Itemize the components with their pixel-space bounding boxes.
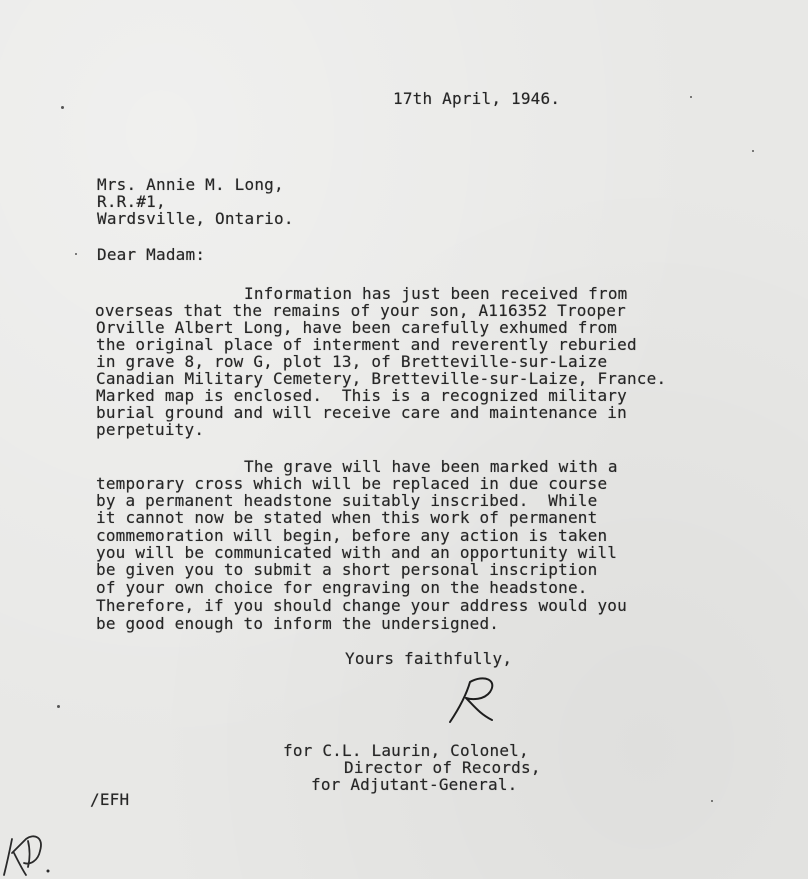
body-line: by a permanent headstone suitably inscribed. While	[96, 491, 598, 510]
closing: Yours faithfully,	[345, 649, 513, 668]
body-line: temporary cross which will be replaced in due course	[96, 474, 608, 493]
reference-initials: /EFH	[90, 790, 130, 809]
paper-speck	[711, 800, 713, 802]
recipient-address-line: Wardsville, Ontario.	[97, 209, 294, 228]
body-line: it cannot now be stated when this work of permanent	[96, 508, 598, 527]
paper-speck	[61, 106, 64, 109]
body-line: Canadian Military Cemetery, Bretteville-sur-Laize, France.	[96, 369, 667, 388]
body-line: overseas that the remains of your son, A116352 Trooper	[95, 301, 626, 320]
paper-speck	[57, 705, 60, 708]
recipient-address-line: R.R.#1,	[97, 192, 166, 211]
body-line: burial ground and will receive care and maintenance in	[96, 403, 627, 422]
signature-initial-icon	[440, 670, 510, 730]
body-line: you will be communicated with and an opportunity will	[96, 543, 618, 562]
body-line: in grave 8, row G, plot 13, of Bretteville-sur-Laize	[96, 352, 608, 371]
body-line: the original place of interment and reverently reburied	[96, 335, 637, 354]
letter-date: 17th April, 1946.	[393, 89, 561, 108]
body-line: be good enough to inform the undersigned.	[96, 614, 500, 633]
body-line: Therefore, if you should change your address would you	[96, 596, 627, 615]
signature-line: for Adjutant-General.	[311, 775, 518, 794]
body-line: Marked map is enclosed. This is a recognized military	[96, 386, 627, 405]
paper-speck	[690, 96, 692, 98]
body-line: The grave will have been marked with a	[244, 457, 618, 476]
paper-speck	[752, 150, 754, 152]
signature-line: Director of Records,	[344, 758, 541, 777]
recipient-name: Mrs. Annie M. Long,	[97, 175, 284, 194]
signature-line: for C.L. Laurin, Colonel,	[283, 741, 529, 760]
body-line: of your own choice for engraving on the headstone.	[96, 578, 588, 597]
paper-speck	[75, 253, 77, 255]
handwritten-initials-icon	[0, 819, 60, 879]
body-line: Information has just been received from	[244, 284, 628, 303]
body-line: be given you to submit a short personal inscription	[96, 560, 598, 579]
body-line: perpetuity.	[96, 420, 205, 439]
body-line: commemoration will begin, before any action is taken	[96, 526, 608, 545]
salutation: Dear Madam:	[97, 245, 206, 264]
body-line: Orville Albert Long, have been carefully exhumed from	[96, 318, 618, 337]
